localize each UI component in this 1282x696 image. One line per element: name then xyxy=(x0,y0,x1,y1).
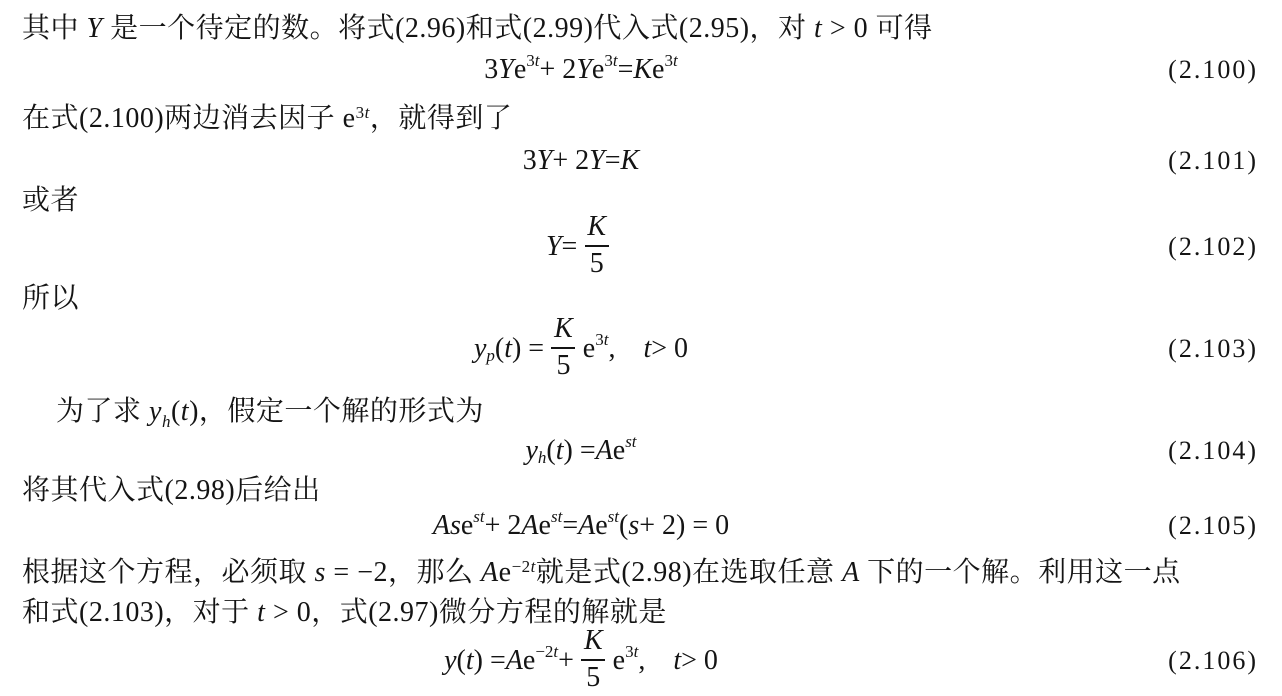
equation-body xyxy=(22,507,1140,542)
equation xyxy=(22,46,1258,94)
fraction-numerator xyxy=(582,212,611,244)
fraction-denominator xyxy=(551,347,575,380)
math-italic: h xyxy=(537,448,547,467)
equation xyxy=(22,212,1258,282)
text-run: 是一个待定的数。将式(2.96)和式(2.99)代入式(2.95)，对 xyxy=(102,13,815,44)
paragraph xyxy=(22,184,1258,216)
math-roman: = xyxy=(617,54,634,85)
paragraph xyxy=(22,388,1258,430)
math-italic: A xyxy=(842,556,860,588)
math-italic: st xyxy=(550,507,563,526)
text-run: 和式(2.103)，对于 xyxy=(22,597,258,628)
text-run: ，假定一个解的形式为 xyxy=(198,396,484,427)
math-roman: e xyxy=(612,435,626,466)
math-italic: s xyxy=(628,510,640,541)
math-italic: t xyxy=(553,642,559,661)
math-italic: t xyxy=(504,333,512,364)
math-italic: Y xyxy=(545,231,562,262)
math-italic: st xyxy=(625,432,637,451)
math-roman: 5 xyxy=(556,349,571,381)
math-italic: A xyxy=(505,645,523,676)
fraction xyxy=(549,314,578,380)
math-italic: y xyxy=(525,435,538,466)
equation xyxy=(22,310,1258,388)
math-roman: 3 xyxy=(484,54,499,85)
math-italic: t xyxy=(643,333,652,364)
math-roman: 5 xyxy=(589,247,604,279)
math-italic: h xyxy=(161,412,171,431)
paragraph-text xyxy=(22,550,1258,590)
paragraph-text xyxy=(22,96,1258,136)
math-italic: t xyxy=(465,645,474,676)
math-italic: K xyxy=(583,625,603,657)
math-roman: ( xyxy=(546,435,556,466)
math-italic: t xyxy=(633,642,639,661)
equation-number: (2.105) xyxy=(1168,511,1258,540)
math-italic: A xyxy=(481,556,499,588)
math-roman: ( xyxy=(494,333,505,364)
paragraph xyxy=(22,548,1258,591)
math-roman: = −2 xyxy=(325,556,389,588)
math-roman: e xyxy=(460,510,474,541)
text-run: 为了求 xyxy=(56,396,150,427)
math-roman: , xyxy=(608,333,616,364)
math-roman: 3 xyxy=(595,330,604,349)
paragraph-text xyxy=(22,590,1258,630)
math-italic: t xyxy=(180,396,190,427)
paragraph-text xyxy=(22,389,1258,429)
equation-body xyxy=(22,51,1140,86)
math-roman: > 0 xyxy=(681,645,718,676)
math-roman: = xyxy=(562,510,579,541)
math-roman: e xyxy=(591,54,605,85)
math-roman: e xyxy=(538,510,551,541)
math-italic: Y xyxy=(498,54,514,85)
math-italic: st xyxy=(473,507,485,526)
math-roman: ) = xyxy=(563,435,596,466)
equation-number: (2.102) xyxy=(1168,232,1258,261)
text-run: 可得 xyxy=(875,13,933,44)
text-run: ，那么 xyxy=(388,556,482,588)
equation xyxy=(22,430,1258,472)
math-italic: t xyxy=(603,330,609,349)
math-italic: t xyxy=(555,435,564,466)
math-roman: ( xyxy=(170,396,181,427)
equation-number: (2.104) xyxy=(1168,436,1258,465)
math-italic: t xyxy=(530,556,536,576)
math-italic: t xyxy=(672,51,678,70)
fraction-denominator xyxy=(585,245,609,278)
math-italic: K xyxy=(587,211,607,243)
math-roman: 3 xyxy=(522,145,537,176)
equation-number: (2.106) xyxy=(1168,646,1258,675)
math-roman: + 2) = 0 xyxy=(639,510,730,541)
math-roman: 5 xyxy=(586,661,601,693)
text-run: 或者 xyxy=(22,185,80,216)
equation-number: (2.103) xyxy=(1168,334,1258,363)
math-roman: ( xyxy=(456,645,466,676)
math-italic: K xyxy=(620,145,640,176)
math-roman: = xyxy=(561,231,578,262)
paragraph xyxy=(22,591,1258,629)
fraction-numerator xyxy=(549,314,578,346)
math-roman: + 2 xyxy=(484,510,522,541)
math-italic: y xyxy=(473,333,487,364)
equation-body xyxy=(22,211,1140,280)
text-run: ，就得到了 xyxy=(369,103,513,134)
math-roman: e xyxy=(522,645,536,676)
math-italic: t xyxy=(673,645,682,676)
math-roman: ) = xyxy=(473,645,506,676)
math-italic: Y xyxy=(576,54,592,85)
math-roman: e xyxy=(498,556,512,588)
math-roman: + 2 xyxy=(552,145,590,176)
math-roman: 3 xyxy=(526,51,535,70)
math-italic: y xyxy=(149,396,162,427)
math-italic: Y xyxy=(589,145,605,176)
math-roman: ( xyxy=(619,510,629,541)
math-roman: e xyxy=(342,103,356,134)
equation-body xyxy=(22,313,1140,382)
math-roman: , xyxy=(638,645,646,676)
math-italic: t xyxy=(364,103,370,122)
math-italic: t xyxy=(814,13,823,44)
math-roman: −2 xyxy=(535,642,554,661)
paragraph-text xyxy=(22,6,1258,46)
text-run: ，式(2.97)微分方程的解就是 xyxy=(311,597,667,628)
math-roman: + 2 xyxy=(539,54,577,85)
text-run: 在式(2.100)两边消去因子 xyxy=(22,103,343,134)
text-run: 下的一个解。利用这一点 xyxy=(859,556,1181,588)
paragraph-text xyxy=(22,468,1258,508)
paragraph xyxy=(22,282,1258,314)
equation xyxy=(22,504,1258,548)
text-run: 所以 xyxy=(22,283,80,314)
math-roman: ) xyxy=(189,396,199,427)
math-italic: t xyxy=(612,51,618,70)
paragraph xyxy=(22,6,1258,46)
text-run: 其中 xyxy=(22,13,87,44)
math-roman: 3 xyxy=(664,51,673,70)
math-italic: s xyxy=(314,556,326,588)
math-italic: p xyxy=(486,346,495,365)
math-roman: > 0 xyxy=(651,333,689,364)
fraction-denominator xyxy=(581,659,605,692)
math-roman: = xyxy=(604,145,621,176)
math-roman: e xyxy=(582,333,596,364)
math-italic: st xyxy=(607,507,619,526)
math-italic: Y xyxy=(536,145,553,176)
equation-number: (2.100) xyxy=(1168,55,1258,84)
math-italic: y xyxy=(444,645,457,676)
equation-body xyxy=(22,625,1140,694)
equation xyxy=(22,625,1258,693)
math-italic: K xyxy=(554,313,573,345)
math-italic: A xyxy=(578,510,596,541)
math-italic: K xyxy=(633,54,653,85)
math-italic: A xyxy=(595,435,613,466)
text-run: 就是式(2.98)在选取任意 xyxy=(535,556,843,588)
equation-number: (2.101) xyxy=(1168,146,1258,175)
text-run: 根据这个方程，必须取 xyxy=(22,556,315,588)
math-roman: > 0 xyxy=(822,13,876,44)
math-italic: t xyxy=(257,597,266,628)
paragraph xyxy=(22,94,1258,138)
fraction xyxy=(579,626,608,692)
math-roman: e xyxy=(612,645,626,676)
equation-body xyxy=(22,432,1140,467)
math-italic: Y xyxy=(86,13,103,44)
math-italic: As xyxy=(432,510,461,541)
text-run: 将其代入式(2.98)后给出 xyxy=(22,475,321,506)
math-roman: 3 xyxy=(625,642,634,661)
math-roman: −2 xyxy=(511,556,531,576)
paragraph xyxy=(22,472,1258,504)
math-roman: 3 xyxy=(604,51,613,70)
math-italic: t xyxy=(534,51,540,70)
math-roman: e xyxy=(652,54,665,85)
math-roman: 3 xyxy=(355,103,365,122)
fraction-numerator xyxy=(579,626,608,658)
math-roman: ) = xyxy=(511,333,545,364)
math-italic: A xyxy=(521,510,539,541)
fraction xyxy=(582,212,611,278)
math-roman: + xyxy=(558,645,574,676)
equation-body xyxy=(22,145,1140,177)
math-roman: e xyxy=(513,54,527,85)
math-roman: > 0 xyxy=(265,597,312,628)
math-roman: e xyxy=(595,510,608,541)
